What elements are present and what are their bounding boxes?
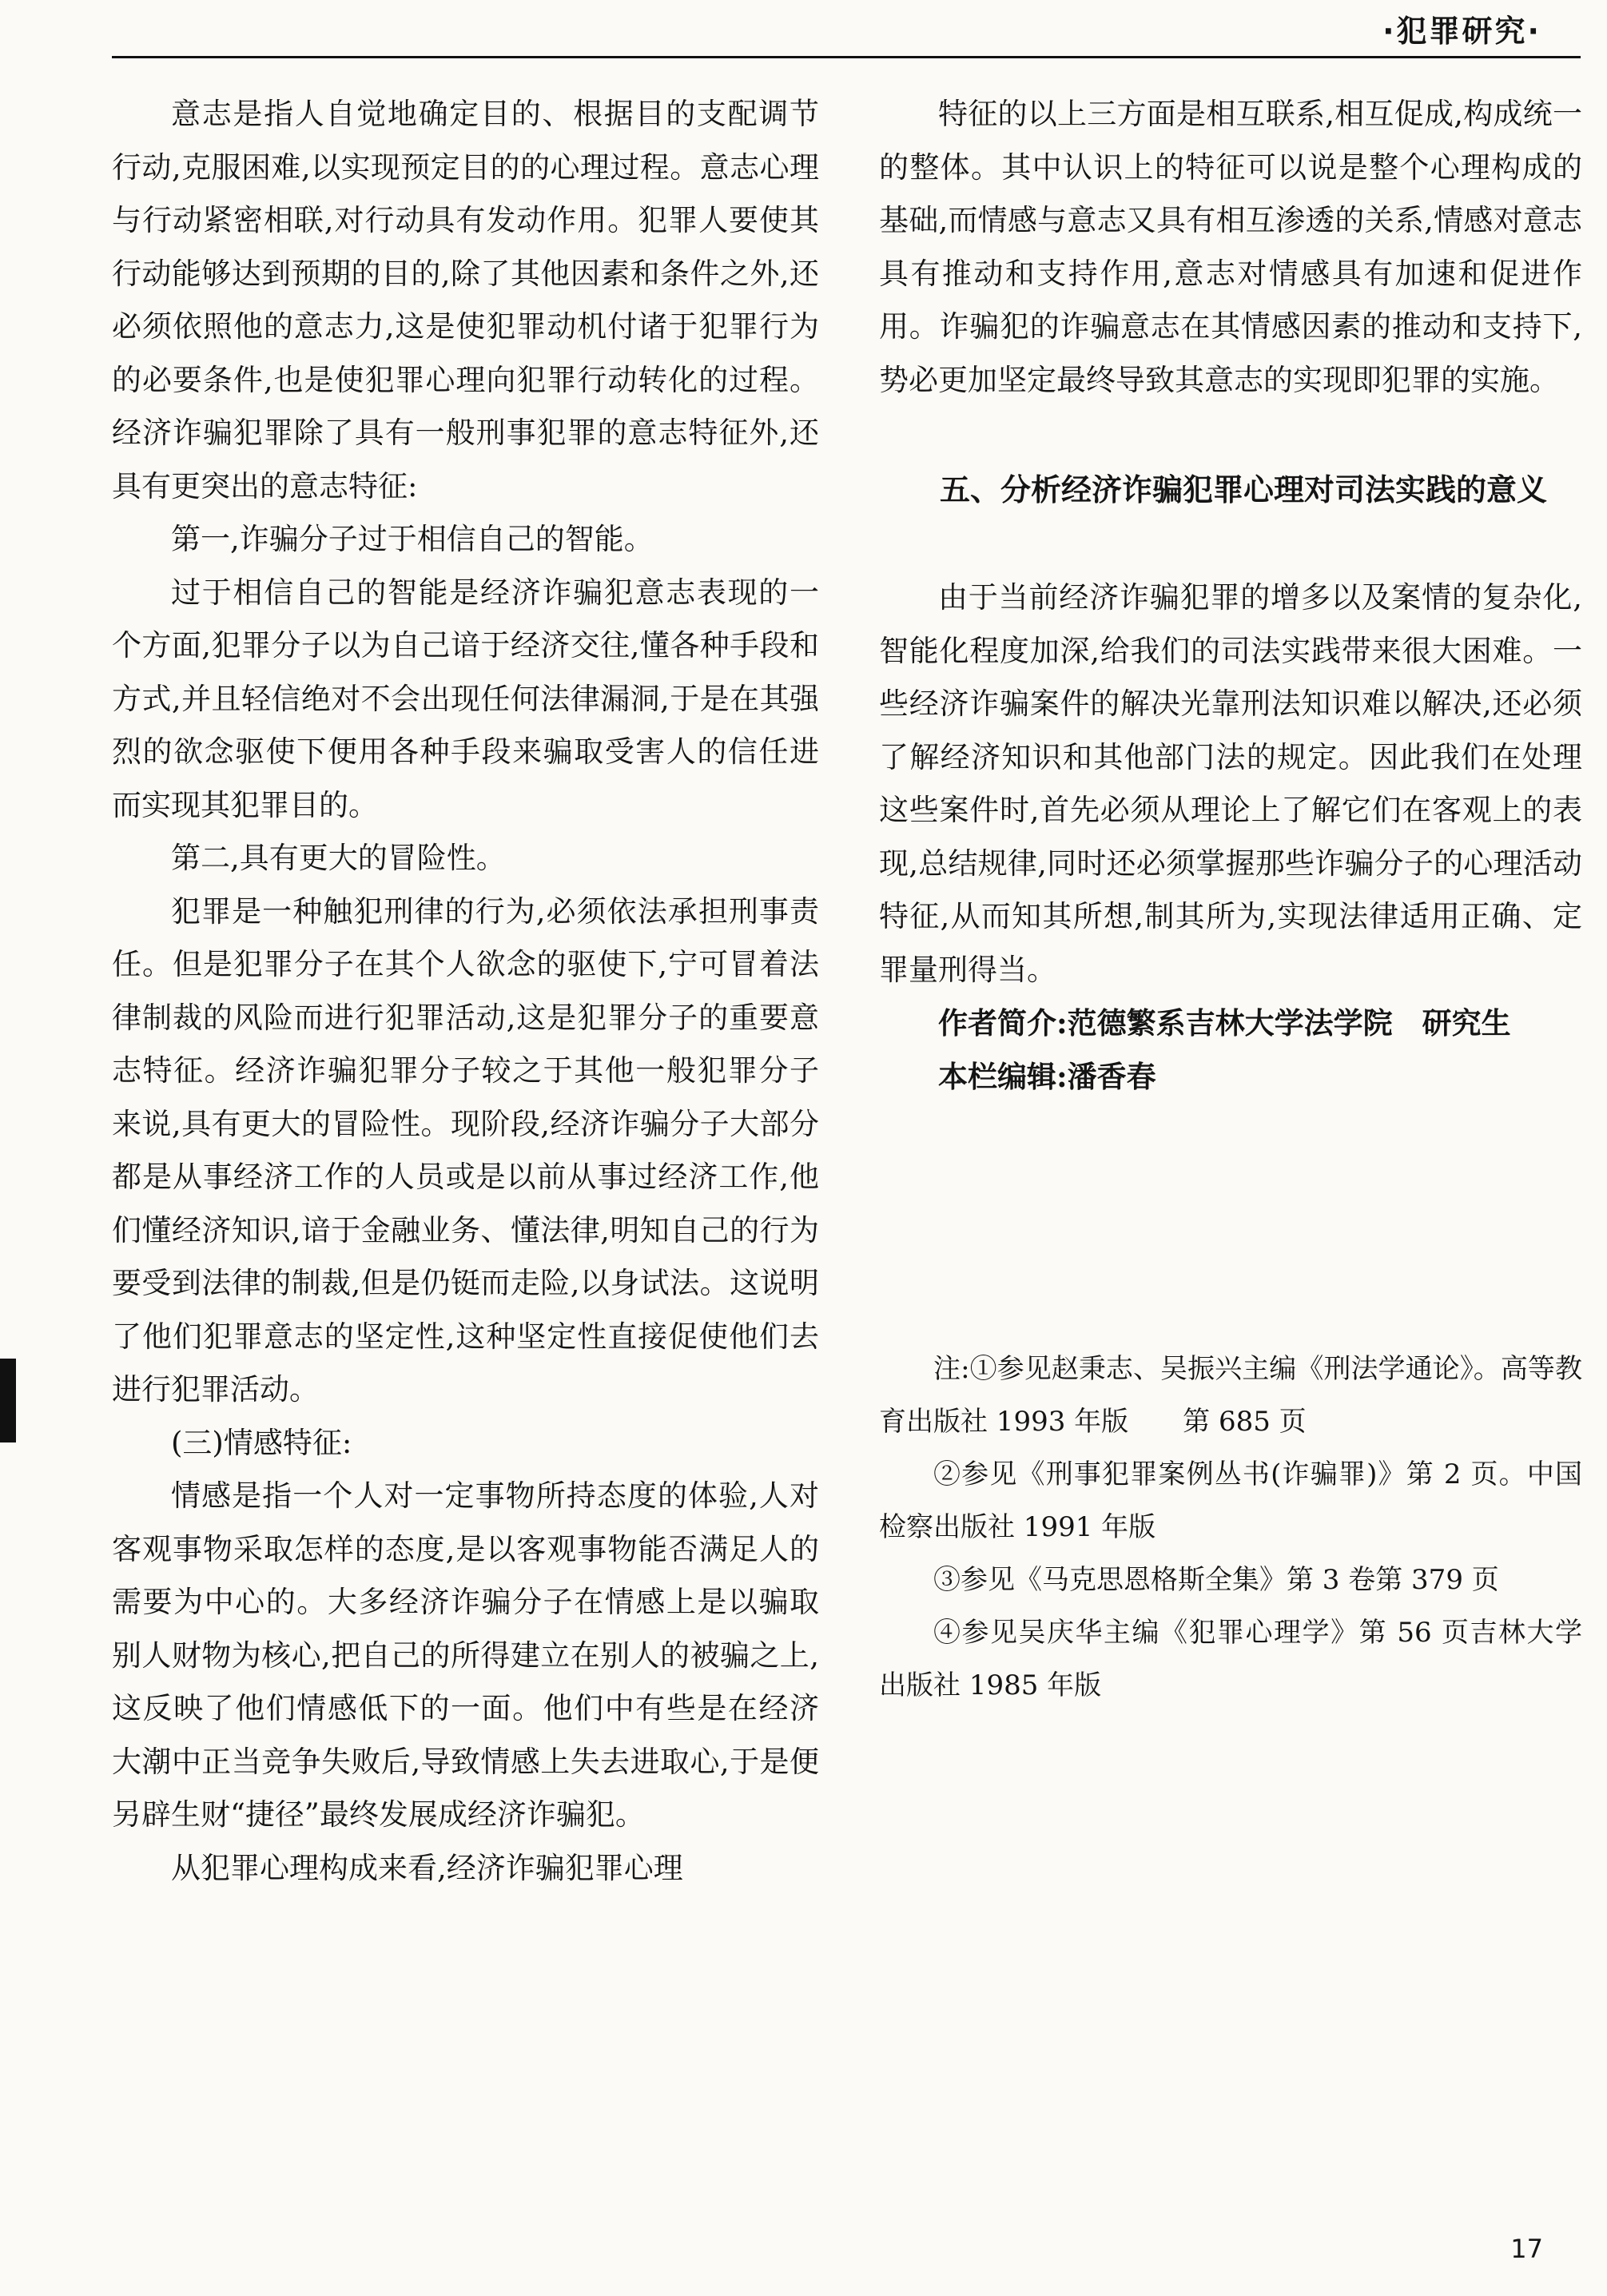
scan-margin-mark (0, 1359, 16, 1442)
footnote-3: ③参见《马克思恩格斯全集》第 3 卷第 379 页 (933, 1564, 1499, 1596)
editor-note: 本栏编辑:潘香春 (938, 1058, 1156, 1094)
paragraph-overconfidence: 过于相信自己的智能是经济诈骗犯意志表现的一个方面,犯罪分子以为自己谙于经济交往,懂各种手段和方式,并且轻信绝对不会出现任何法律漏洞,于是在其强烈的欲念驱使下便用各种手段来骗取受害人的信任进而实现其犯罪目的。 (112, 575, 819, 822)
paragraph-second-point: 第二,具有更大的冒险性。 (171, 841, 506, 875)
author-note: 作者简介:范德繁系吉林大学法学院 研究生 (938, 1005, 1511, 1041)
footnote-4: ④参见吴庆华主编《犯罪心理学》第 56 页吉林大学出版社 1985 年版 (879, 1617, 1582, 1701)
paragraph-integration: 特征的以上三方面是相互联系,相互促成,构成统一的整体。其中认识上的特征可以说是整个心理构成的基础,而情感与意志又具有相互渗透的关系,情感对意志具有推动和支持作用,意志对情感具有加速和促进作用。诈骗犯的诈骗意志在其情感因素的推动和支持下,势必更加坚定最终导致其意志的实现即犯罪的实施。 (879, 97, 1582, 397)
paragraph-structure: 从犯罪心理构成来看,经济诈骗犯罪心理 (171, 1850, 683, 1885)
paragraph-judicial-practice: 由于当前经济诈骗犯罪的增多以及案情的复杂化,智能化程度加深,给我们的司法实践带来很大困难。一些经济诈骗案件的解决光靠刑法知识难以解决,还必须了解经济知识和其他部门法的规定。因此我们在处理这些案件时,首先必须从理论上了解它们在客观上的表现,总结规律,同时还必须掌握那些诈骗分子的心理活动特征,从而知其所想,制其所为,实现法律适用正确、定罪量刑得当。 (879, 580, 1582, 987)
paragraph-risk-taking: 犯罪是一种触犯刑律的行为,必须依法承担刑事责任。但是犯罪分子在其个人欲念的驱使下,宁可冒着法律制裁的风险而进行犯罪活动,这是犯罪分子的重要意志特征。经济诈骗犯罪分子较之于其他一般犯罪分子来说,具有更大的冒险性。现阶段,经济诈骗分子大部分都是从事经济工作的人员或是以前从事过经济工作,他们懂经济知识,谙于金融业务、懂法律,明知自己的行为要受到法律的制裁,但是仍铤而走险,以身试法。这说明了他们犯罪意志的坚定性,这种坚定性直接促使他们去进行犯罪活动。 (112, 893, 819, 1407)
paragraph-will-definition: 意志是指人自觉地确定目的、根据目的支配调节行动,克服困难,以实现预定目的的心理过程。意志心理与行动紧密相联,对行动具有发动作用。犯罪人要使其行动能够达到预期的目的,除了其他因素和条件之外,还必须依照他的意志力,这是使犯罪动机付诸于犯罪行为的必要条件,也是使犯罪心理向犯罪行动转化的过程。经济诈骗犯罪除了具有一般刑事犯罪的意志特征外,还具有更突出的意志特征: (112, 97, 819, 503)
left-column (112, 88, 819, 1895)
footnote-2: ②参见《刑事犯罪案例丛书(诈骗罪)》第 2 页。中国检察出版社 1991 年版 (879, 1458, 1582, 1543)
paragraph-emotion-heading: (三)情感特征: (171, 1425, 352, 1460)
right-column (879, 88, 1582, 1712)
footnote-1: 注:①参见赵秉志、吴振兴主编《刑法学通论》。高等教育出版社 1993 年版 第 685 页 (879, 1353, 1582, 1438)
paragraph-first-point: 第一,诈骗分子过于相信自己的智能。 (171, 522, 654, 556)
header-rule (112, 56, 1581, 58)
page-number: 17 (1510, 2234, 1543, 2264)
section-heading: 五、分析经济诈骗犯罪心理对司法实践的意义 (940, 472, 1548, 507)
running-head: ·犯罪研究· (1382, 14, 1541, 49)
paragraph-emotion: 情感是指一个人对一定事物所持态度的体验,人对客观事物采取怎样的态度,是以客观事物能否满足人的需要为中心的。大多经济诈骗分子在情感上是以骗取别人财物为核心,把自己的所得建立在别人的被骗之上,这反映了他们情感低下的一面。他们中有些是在经济大潮中正当竞争失败后,导致情感上失去进取心,于是便另辟生财“捷径”最终发展成经济诈骗犯。 (112, 1478, 819, 1832)
